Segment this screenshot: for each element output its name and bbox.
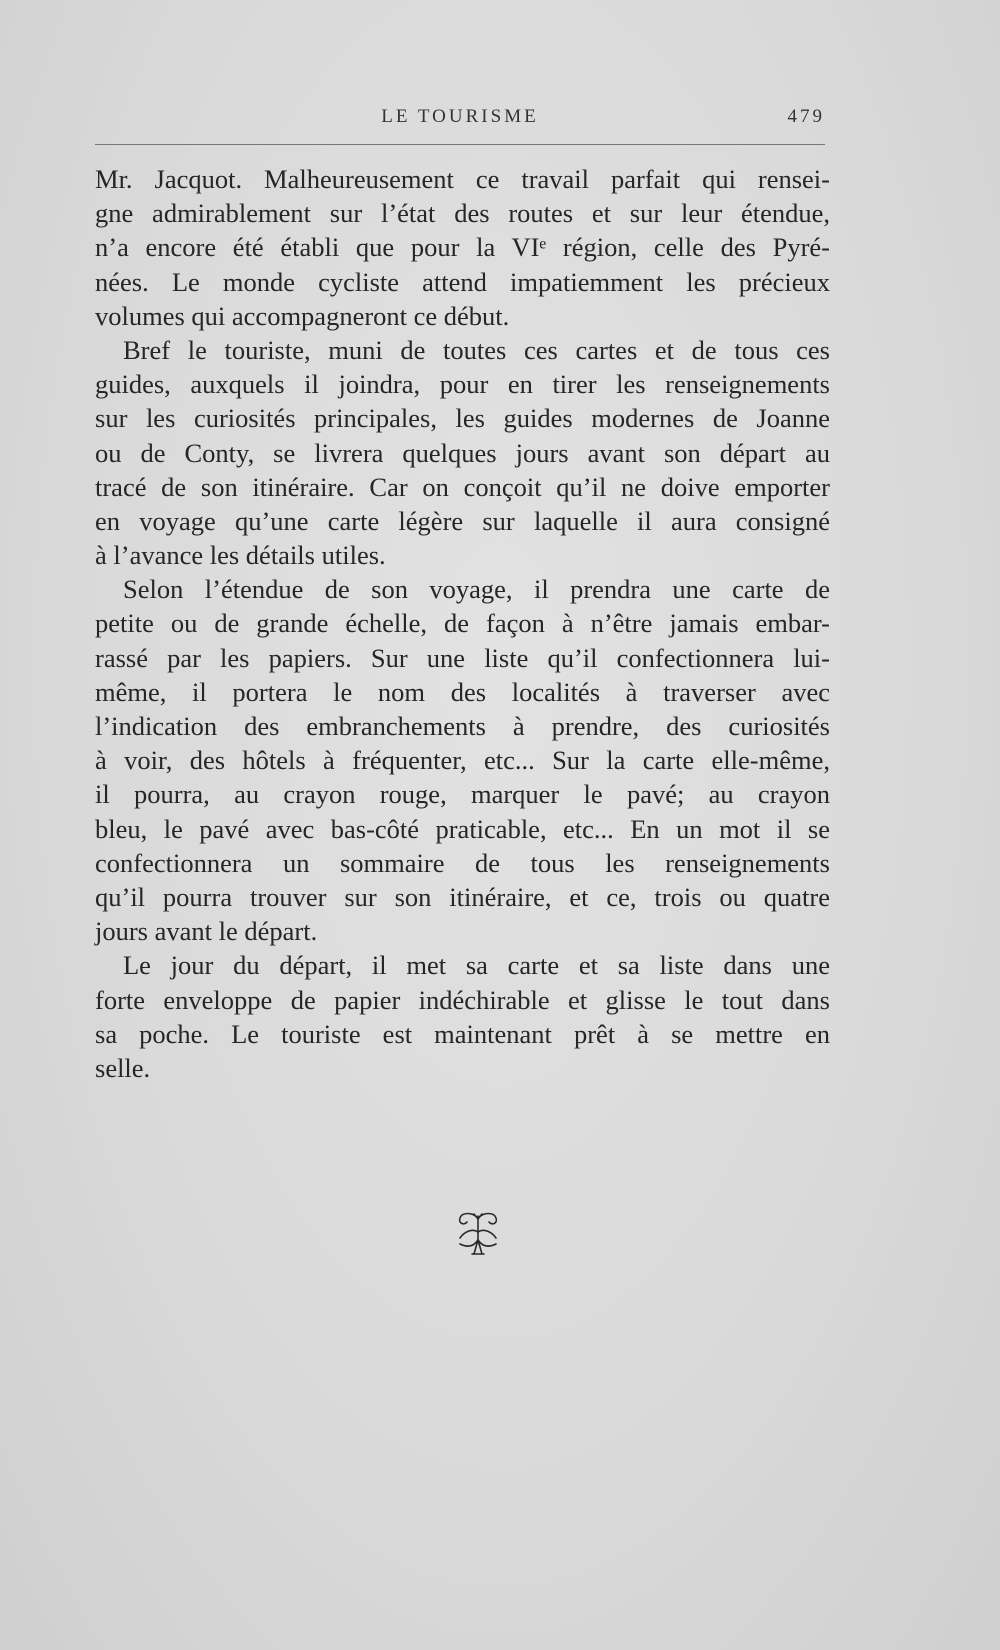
text-line: confectionnera un sommaire de tous les renseignements xyxy=(95,847,830,878)
page-number: 479 xyxy=(787,106,825,127)
running-head xyxy=(95,106,825,136)
text-line: bleu, le pavé avec bas-côté praticable, etc... En un mot il se xyxy=(95,813,830,844)
text-line: à voir, des hôtels à fréquenter, etc... Sur la carte elle-même, xyxy=(95,745,830,776)
text-line: sa poche. Le touriste est maintenant prêt à se mettre en xyxy=(95,1018,830,1049)
text-line: n’a encore été établi que pour la VIᵉ région, celle des Pyré- xyxy=(95,232,830,263)
text-line: sur les curiosités principales, les guides modernes de Joanne xyxy=(95,403,830,434)
text-line: Bref le touriste, muni de toutes ces cartes et de tous ces xyxy=(123,334,830,365)
text-line: volumes qui accompagneront ce début. xyxy=(95,300,510,331)
text-line: rassé par les papiers. Sur une liste qu’il confectionnera lui- xyxy=(95,642,830,673)
text-line: guides, auxquels il joindra, pour en tirer les renseignements xyxy=(95,369,830,400)
text-line: qu’il pourra trouver sur son itinéraire, et ce, trois ou quatre xyxy=(95,881,830,912)
text-line: en voyage qu’une carte légère sur laquelle il aura consigné xyxy=(95,505,830,536)
text-line: petite ou de grande échelle, de façon à n’être jamais embar- xyxy=(95,608,830,639)
header-rule xyxy=(95,144,825,145)
text-line: même, il portera le nom des localités à traverser avec xyxy=(95,676,830,707)
text-line: tracé de son itinéraire. Car on conçoit qu’il ne doive emporter xyxy=(95,471,830,502)
body-text xyxy=(95,162,830,1085)
text-line: gne admirablement sur l’état des routes et sur leur étendue, xyxy=(95,198,830,229)
text-line: Mr. Jacquot. Malheureusement ce travail parfait qui rensei- xyxy=(95,164,830,194)
fleuron-ornament-icon xyxy=(450,1210,506,1266)
text-line: à l’avance les détails utiles. xyxy=(95,540,386,571)
text-line: Le jour du départ, il met sa carte et sa liste dans une xyxy=(123,950,830,981)
text-line: Selon l’étendue de son voyage, il prendra une carte de xyxy=(123,574,830,605)
text-line: il pourra, au crayon rouge, marquer le pavé; au crayon xyxy=(95,779,830,810)
text-line: nées. Le monde cycliste attend impatiemment les précieux xyxy=(95,266,830,297)
text-line: l’indication des embranchements à prendre, des curiosités xyxy=(95,711,830,741)
text-line: ou de Conty, se livrera quelques jours avant son départ au xyxy=(95,437,830,468)
running-title: LE TOURISME xyxy=(381,106,539,127)
text-line: jours avant le départ. xyxy=(95,916,318,947)
text-line: selle. xyxy=(95,1052,151,1083)
text-line: forte enveloppe de papier indéchirable et glisse le tout dans xyxy=(95,984,830,1015)
